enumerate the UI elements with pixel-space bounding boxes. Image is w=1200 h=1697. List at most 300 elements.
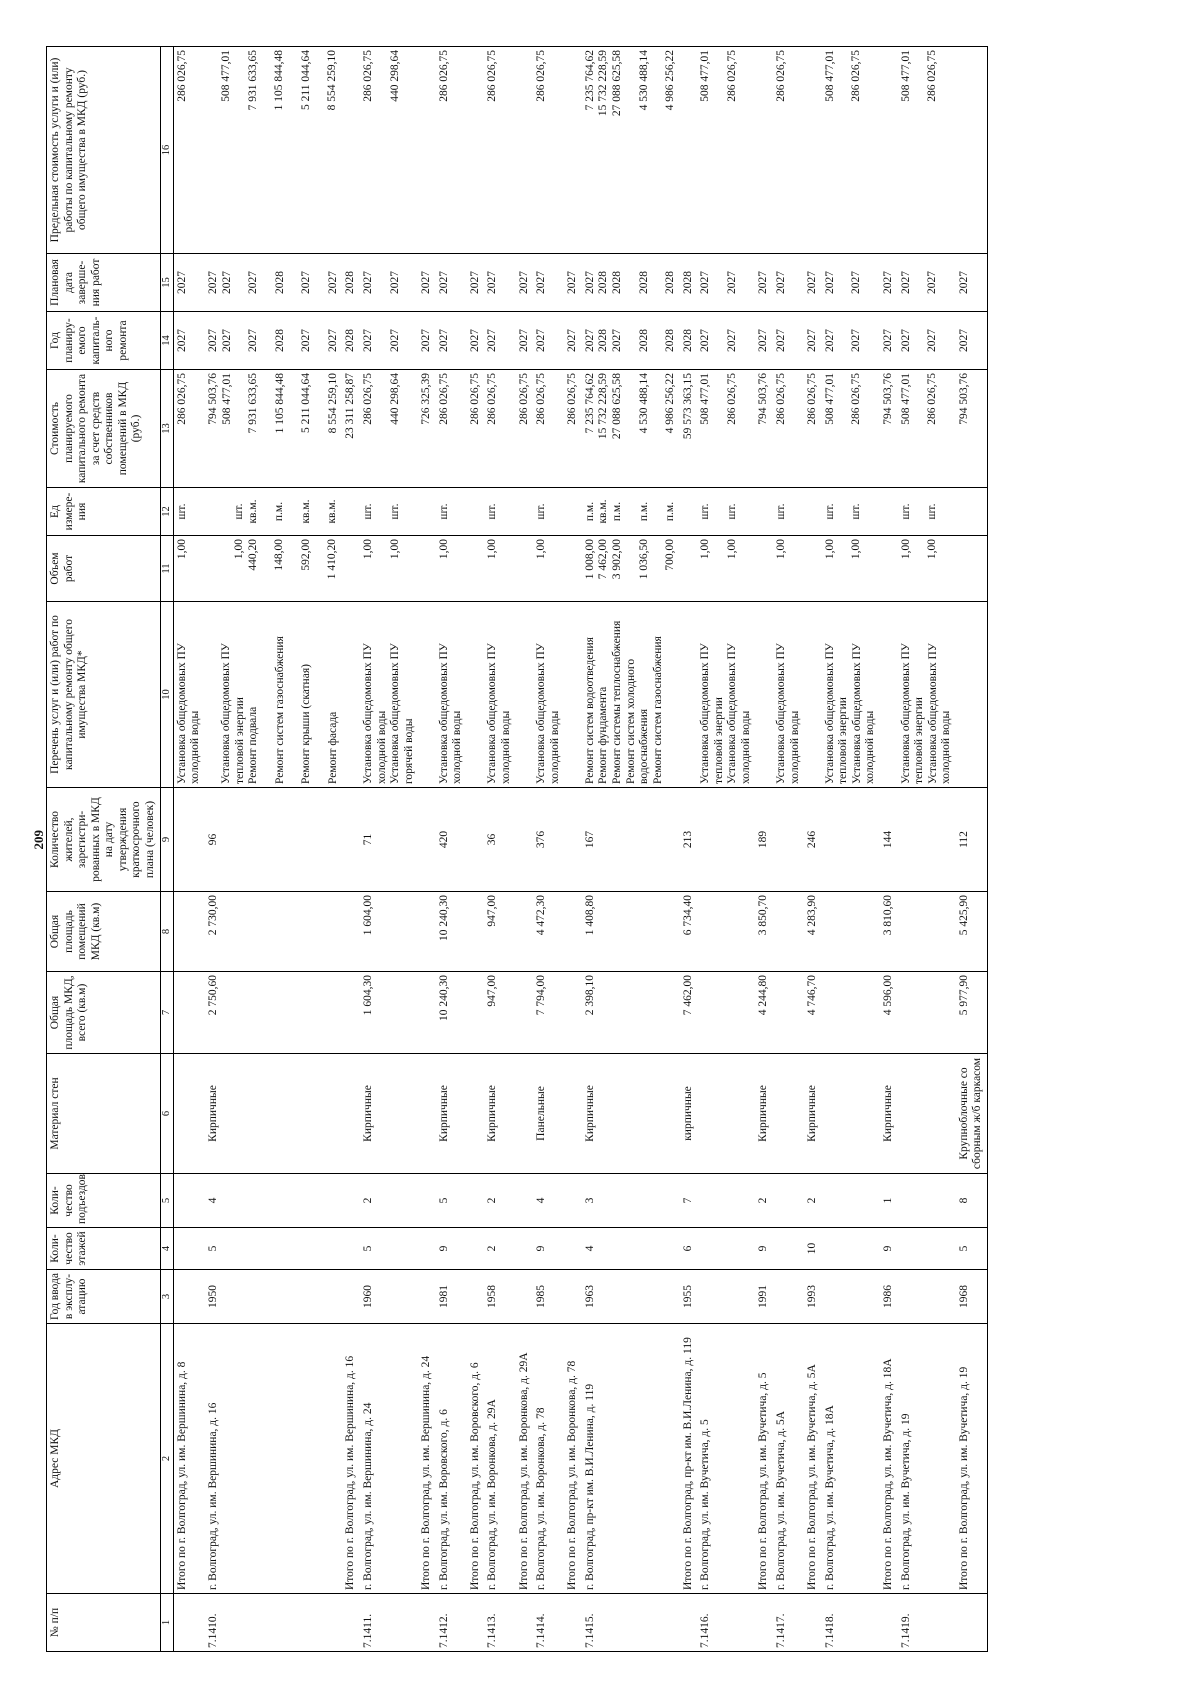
cost-limit-cell [516,47,534,254]
premises-area-cell: 5 425,90 [956,892,988,972]
work-list-line: Установка общедомовых ПУ холодной воды [850,643,877,784]
build-year-cell [516,1270,534,1324]
completion-date-cell [467,254,485,312]
address-cell [755,1324,773,1594]
table-row [804,47,822,1652]
cost-limit-line [344,50,357,250]
work-list-cell [956,602,988,788]
residents-count-cell: 213 [680,788,698,892]
total-area-cell: 4 244,80 [755,972,773,1054]
planned-year-cell [205,312,342,370]
work-list-line [757,605,770,784]
total-area-cell [697,972,755,1054]
planned-cost-cell [436,370,467,488]
unit-of-measure-line [882,491,895,532]
work-list-cell [418,602,436,788]
work-volume-cell [205,536,342,602]
unit-of-measure-cell [773,488,804,536]
cost-limit-line: 286 026,75 [535,50,548,102]
work-volume-line [207,539,220,598]
residents-count-cell: 71 [360,788,418,892]
cost-limit-line [566,50,579,250]
planned-cost-cell [418,370,436,488]
planned-cost-line [837,373,850,484]
row-number-cell [680,1594,698,1652]
work-volume-line: 148,00 [273,539,286,571]
planned-cost-cell [205,370,342,488]
address-cell [533,1324,564,1594]
planned-year-line: 2027 [850,329,863,352]
work-volume-cell [898,536,956,602]
unit-of-measure-line [207,491,220,532]
column-number-16: 16 [160,47,173,254]
address-cell [804,1324,822,1594]
address-cell [680,1324,698,1594]
completion-date-line: 2027 [725,271,738,294]
cost-limit-cell [436,47,467,254]
completion-date-cell [436,254,467,312]
work-list-cell [173,602,205,788]
work-list-line: Ремонт систем холодного водоснабжения [624,658,651,784]
unit-of-measure-cell [484,488,515,536]
planned-year-line [314,315,327,366]
work-volume-line [913,539,926,598]
work-list-cell [755,602,773,788]
planned-cost-cell [360,370,418,488]
work-list-cell [484,602,515,788]
wall-material-cell [773,1054,804,1174]
work-volume-cell [484,536,515,602]
row-number-cell: 7.1417. [773,1594,804,1652]
cost-limit-line [420,50,433,250]
floors-count-cell: 4 [582,1228,680,1270]
wall-material-cell [564,1054,582,1174]
table-row [360,47,418,1652]
planned-cost-line [314,373,327,484]
cost-limit-line [287,50,300,250]
planned-year-cell [564,312,582,370]
table-row [755,47,773,1652]
planned-cost-line: 440 298,64 [388,373,401,425]
unit-of-measure-cell [436,488,467,536]
planned-year-line: 2027 [725,329,738,352]
work-volume-cell [822,536,880,602]
column-number-9: 9 [160,788,173,892]
work-list-line [518,605,531,784]
planned-year-cell [342,312,360,370]
address-line: Итого по г. Волгоград, ул. им. Вершинина, д. 16 [344,1355,357,1590]
build-year-cell [564,1270,582,1324]
completion-date-line: 2027 [566,271,579,294]
planned-year-line: 2027 [535,329,548,352]
work-volume-cell [516,536,534,602]
completion-date-line: 2028 [344,271,357,294]
planned-cost-cell [773,370,804,488]
premises-area-cell: 6 734,40 [680,892,698,972]
unit-of-measure-line [713,491,726,532]
total-area-cell: 1 604,30 [360,972,418,1054]
planned-cost-line: 8 554 259,10 [326,373,339,434]
cost-limit-line [913,50,926,250]
planned-cost-cell [880,370,898,488]
work-list-line: Установка общедомовых ПУ тепловой энергии [899,643,926,784]
table-row [697,47,755,1652]
residents-count-cell [418,788,436,892]
table-row [205,47,342,1652]
unit-of-measure-line: п.м. [610,501,623,522]
unit-of-measure-line: кв.м. [246,499,259,524]
cost-limit-line: 7 931 633,65 [246,50,259,111]
cost-limit-line: 286 026,75 [175,50,188,102]
planned-cost-line: 508 477,01 [899,373,912,425]
planned-cost-cell [467,370,485,488]
planned-year-line: 2027 [300,329,313,352]
cost-limit-cell [173,47,205,254]
completion-date-cell [533,254,564,312]
work-volume-line [958,539,971,598]
table-row [956,47,988,1652]
premises-area-cell [822,892,880,972]
work-list-line: Ремонт системы теплоснабжения [610,620,623,784]
completion-date-line: 2027 [899,271,912,294]
completion-date-cell [564,254,582,312]
work-volume-line [469,539,482,598]
unit-of-measure-line: шт. [175,503,188,520]
entrances-count-cell [173,1174,205,1228]
cost-limit-line: 27 088 625,58 [610,50,623,117]
planned-cost-cell [173,370,205,488]
total-area-cell [516,972,534,1054]
work-volume-cell [680,536,698,602]
build-year-cell: 1958 [484,1270,515,1324]
build-year-cell [773,1270,804,1324]
planned-year-cell [804,312,822,370]
address-cell [697,1324,755,1594]
address-cell [582,1324,680,1594]
total-area-cell: 2 398,10 [582,972,680,1054]
column-header-4: Коли-чество этажей [47,1228,161,1270]
work-list-line: Установка общедомовых ПУ холодной воды [726,643,752,784]
completion-date-cell [360,254,418,312]
table-row [418,47,436,1652]
planned-cost-line: 7 931 633,65 [247,373,260,434]
floors-count-cell [342,1228,360,1270]
planned-year-line: 2027 [437,329,450,352]
floors-count-cell: 9 [755,1228,773,1270]
planned-year-cell [582,312,680,370]
work-volume-line: 1,00 [725,539,738,560]
work-volume-line [376,539,389,598]
address-line: г. Волгоград, ул. им. Воронкова, д. 29А [486,1399,499,1590]
floors-count-cell: 9 [880,1228,898,1270]
completion-date-line: 2027 [326,271,339,294]
cost-limit-line: 15 732 228,59 [597,50,610,117]
unit-of-measure-line: шт. [437,503,450,520]
planned-year-line: 2027 [775,329,787,352]
residents-count-cell: 112 [956,788,988,892]
work-list-cell [773,602,804,788]
planned-cost-line [651,373,664,484]
planned-cost-cell [533,370,564,488]
column-number-4: 4 [160,1228,173,1270]
completion-date-cell [697,254,755,312]
work-list-cell [680,602,698,788]
build-year-cell: 1981 [436,1270,467,1324]
work-volume-cell [956,536,988,602]
planned-year-line: 2027 [247,329,260,352]
total-area-cell [173,972,205,1054]
column-header-15: Плановая дата заверше-ния работ [47,254,161,312]
unit-of-measure-line: шт. [823,503,836,520]
column-header-8: Общая площадь помещений МКД (кв.м) [47,892,161,972]
table-row [898,47,956,1652]
cost-limit-line: 8 554 259,10 [326,50,339,111]
planned-year-line: 2027 [757,329,770,352]
work-volume-line: 1,00 [437,539,450,560]
work-volume-line [313,539,326,598]
planned-cost-line: 286 026,75 [850,373,863,425]
work-list-cell [898,602,956,788]
work-list-line [566,605,579,784]
work-volume-line [757,539,770,598]
total-area-cell: 10 240,30 [436,972,467,1054]
cost-limit-line [682,50,695,250]
work-list-line: Ремонт систем газоснабжения [651,636,664,784]
unit-of-measure-line: шт. [899,503,912,520]
work-volume-line: 1,00 [926,539,939,560]
work-list-line [261,605,274,784]
premises-area-cell: 4 472,30 [533,892,564,972]
unit-of-measure-line: шт. [699,503,712,520]
work-list-cell [804,602,822,788]
planned-year-line: 2027 [806,329,819,352]
planned-year-line: 2027 [899,329,912,352]
wall-material-cell: Кирпичные [582,1054,680,1174]
total-area-cell: 947,00 [484,972,515,1054]
completion-date-cell [516,254,534,312]
work-volume-cell [342,536,360,602]
column-header-9: Количество жителей, зарегистри-рованных в МКД на дату утверждения краткосрочного плана (человек) [47,788,161,892]
address-line: г. Волгоград, ул. им. Вершинина, д. 24 [361,1402,374,1590]
completion-date-line: 2027 [775,271,787,294]
planned-year-cell [484,312,515,370]
cost-limit-cell [484,47,515,254]
planned-year-line [376,315,389,366]
work-volume-line: 1,00 [175,539,188,560]
completion-date-line: 2028 [610,271,623,294]
planned-cost-line [713,373,726,484]
planned-year-cell [173,312,205,370]
unit-of-measure-line: шт. [535,503,548,520]
premises-area-cell [342,892,360,972]
premises-area-cell: 947,00 [484,892,515,972]
planned-cost-line: 508 477,01 [823,373,836,425]
residents-count-cell [467,788,485,892]
unit-of-measure-line [260,491,273,532]
planned-cost-line: 286 026,75 [486,373,499,425]
cost-limit-line [518,50,531,250]
unit-of-measure-line [625,491,638,532]
unit-of-measure-cell [418,488,436,536]
address-cell [436,1324,467,1594]
row-number-cell [804,1594,822,1652]
row-number-cell: 7.1414. [533,1594,564,1652]
work-list-line [469,605,482,784]
planned-cost-cell [516,370,534,488]
unit-of-measure-line [344,491,357,532]
row-number-cell: 7.1419. [898,1594,956,1652]
work-list-line [682,605,695,784]
column-number-8: 8 [160,892,173,972]
entrances-count-cell [822,1174,880,1228]
column-number-5: 5 [160,1174,173,1228]
floors-count-cell: 5 [360,1228,418,1270]
completion-date-line [713,257,726,308]
cost-limit-line [958,50,971,250]
address-cell [342,1324,360,1594]
address-cell [173,1324,205,1594]
table-row [880,47,898,1652]
wall-material-cell [697,1054,755,1174]
table-row [342,47,360,1652]
entrances-count-cell [697,1174,755,1228]
column-number-2: 2 [160,1324,173,1594]
build-year-cell: 1986 [880,1270,898,1324]
completion-date-line [376,257,389,308]
cost-limit-line [713,50,726,250]
build-year-cell [418,1270,436,1324]
cost-limit-line: 4 530 488,14 [637,50,650,111]
table-row [773,47,804,1652]
column-header-12: Ед измере-ния [47,488,161,536]
planned-cost-cell [804,370,822,488]
row-number-cell [880,1594,898,1652]
row-number-cell [342,1594,360,1652]
completion-date-cell [822,254,880,312]
cost-limit-cell [898,47,956,254]
work-volume-line [220,539,233,598]
planned-year-line: 2027 [388,329,401,352]
cost-limit-line: 5 211 044,64 [299,50,312,110]
cost-limit-cell [342,47,360,254]
work-list-cell [697,602,755,788]
work-list-line: Установка общедомовых ПУ холодной воды [535,643,561,784]
cost-limit-line [757,50,770,250]
planned-year-line: 2027 [610,329,623,352]
cost-limit-line [260,50,273,250]
planned-year-line: 2028 [637,329,650,352]
completion-date-line: 2027 [757,271,770,294]
work-list-line: Ремонт систем газоснабжения [273,636,286,784]
planned-year-cell [956,312,988,370]
work-volume-cell [582,536,680,602]
floors-count-cell: 5 [205,1228,342,1270]
work-volume-line: 1,00 [233,539,245,560]
cost-limit-line: 286 026,75 [486,50,499,102]
entrances-count-cell [342,1174,360,1228]
work-volume-cell [880,536,898,602]
cost-limit-cell [680,47,698,254]
planned-year-cell [418,312,436,370]
column-header-2: Адрес МКД [47,1324,161,1594]
floors-count-cell [516,1228,534,1270]
planned-year-line: 2027 [326,329,339,352]
planned-year-cell [697,312,755,370]
column-number-6: 6 [160,1054,173,1174]
entrances-count-cell: 7 [680,1174,698,1228]
planned-cost-cell [564,370,582,488]
address-line: Итого по г. Волгоград, ул. им. Воровского, д. 6 [468,1362,481,1590]
planned-cost-cell [582,370,680,488]
build-year-cell: 1991 [755,1270,773,1324]
work-list-cell [436,602,467,788]
planned-cost-line: 27 088 625,58 [610,373,623,440]
unit-of-measure-line: шт. [850,503,863,520]
work-volume-line: 1,00 [535,539,548,560]
premises-area-cell [418,892,436,972]
planned-year-line: 2028 [664,329,677,352]
total-area-cell [342,972,360,1054]
total-area-cell: 4 746,70 [804,972,822,1054]
unit-of-measure-line [958,491,971,532]
work-volume-line: 592,00 [299,539,312,571]
unit-of-measure-line [651,491,664,532]
build-year-cell: 1985 [533,1270,564,1324]
floors-count-cell: 5 [956,1228,988,1270]
row-number-cell [755,1594,773,1652]
wall-material-cell: Крупноблочные со сборным ж/б каркасом [956,1054,988,1174]
unit-of-measure-cell [956,488,988,536]
unit-of-measure-cell [755,488,773,536]
unit-of-measure-line: п.м. [583,501,596,522]
cost-limit-line: 4 986 256,22 [664,50,677,111]
work-volume-line [625,539,638,598]
residents-count-cell: 420 [436,788,467,892]
cost-limit-line [376,50,389,250]
wall-material-cell: кирпичные [680,1054,698,1174]
unit-of-measure-line: кв.м. [597,499,610,524]
row-number-cell: 7.1418. [822,1594,880,1652]
premises-area-cell: 1 408,80 [582,892,680,972]
cost-limit-line [234,50,247,250]
unit-of-measure-line: п.м. [664,501,677,522]
build-year-cell: 1950 [205,1270,342,1324]
planned-year-cell [898,312,956,370]
completion-date-line: 2028 [637,271,650,294]
unit-of-measure-line [682,491,695,532]
work-list-line: Ремонт систем водоотведения [583,637,596,784]
work-volume-line [260,539,273,598]
cost-limit-line: 286 026,75 [725,50,738,102]
build-year-cell [467,1270,485,1324]
work-list-cell [467,602,485,788]
address-cell [516,1324,534,1594]
floors-count-cell [773,1228,804,1270]
planned-year-line: 2027 [486,329,499,352]
completion-date-line: 2027 [468,271,481,294]
completion-date-cell [755,254,773,312]
planned-cost-cell [755,370,773,488]
wall-material-cell [822,1054,880,1174]
table-row [467,47,485,1652]
completion-date-line: 2027 [806,271,819,294]
residents-count-cell: 96 [205,788,342,892]
cost-limit-cell [880,47,898,254]
work-list-line: Ремонт фасада [326,711,339,784]
planned-year-line: 2028 [344,329,357,352]
planned-cost-line: 23 311 258,87 [344,373,357,439]
total-area-cell [898,972,956,1054]
